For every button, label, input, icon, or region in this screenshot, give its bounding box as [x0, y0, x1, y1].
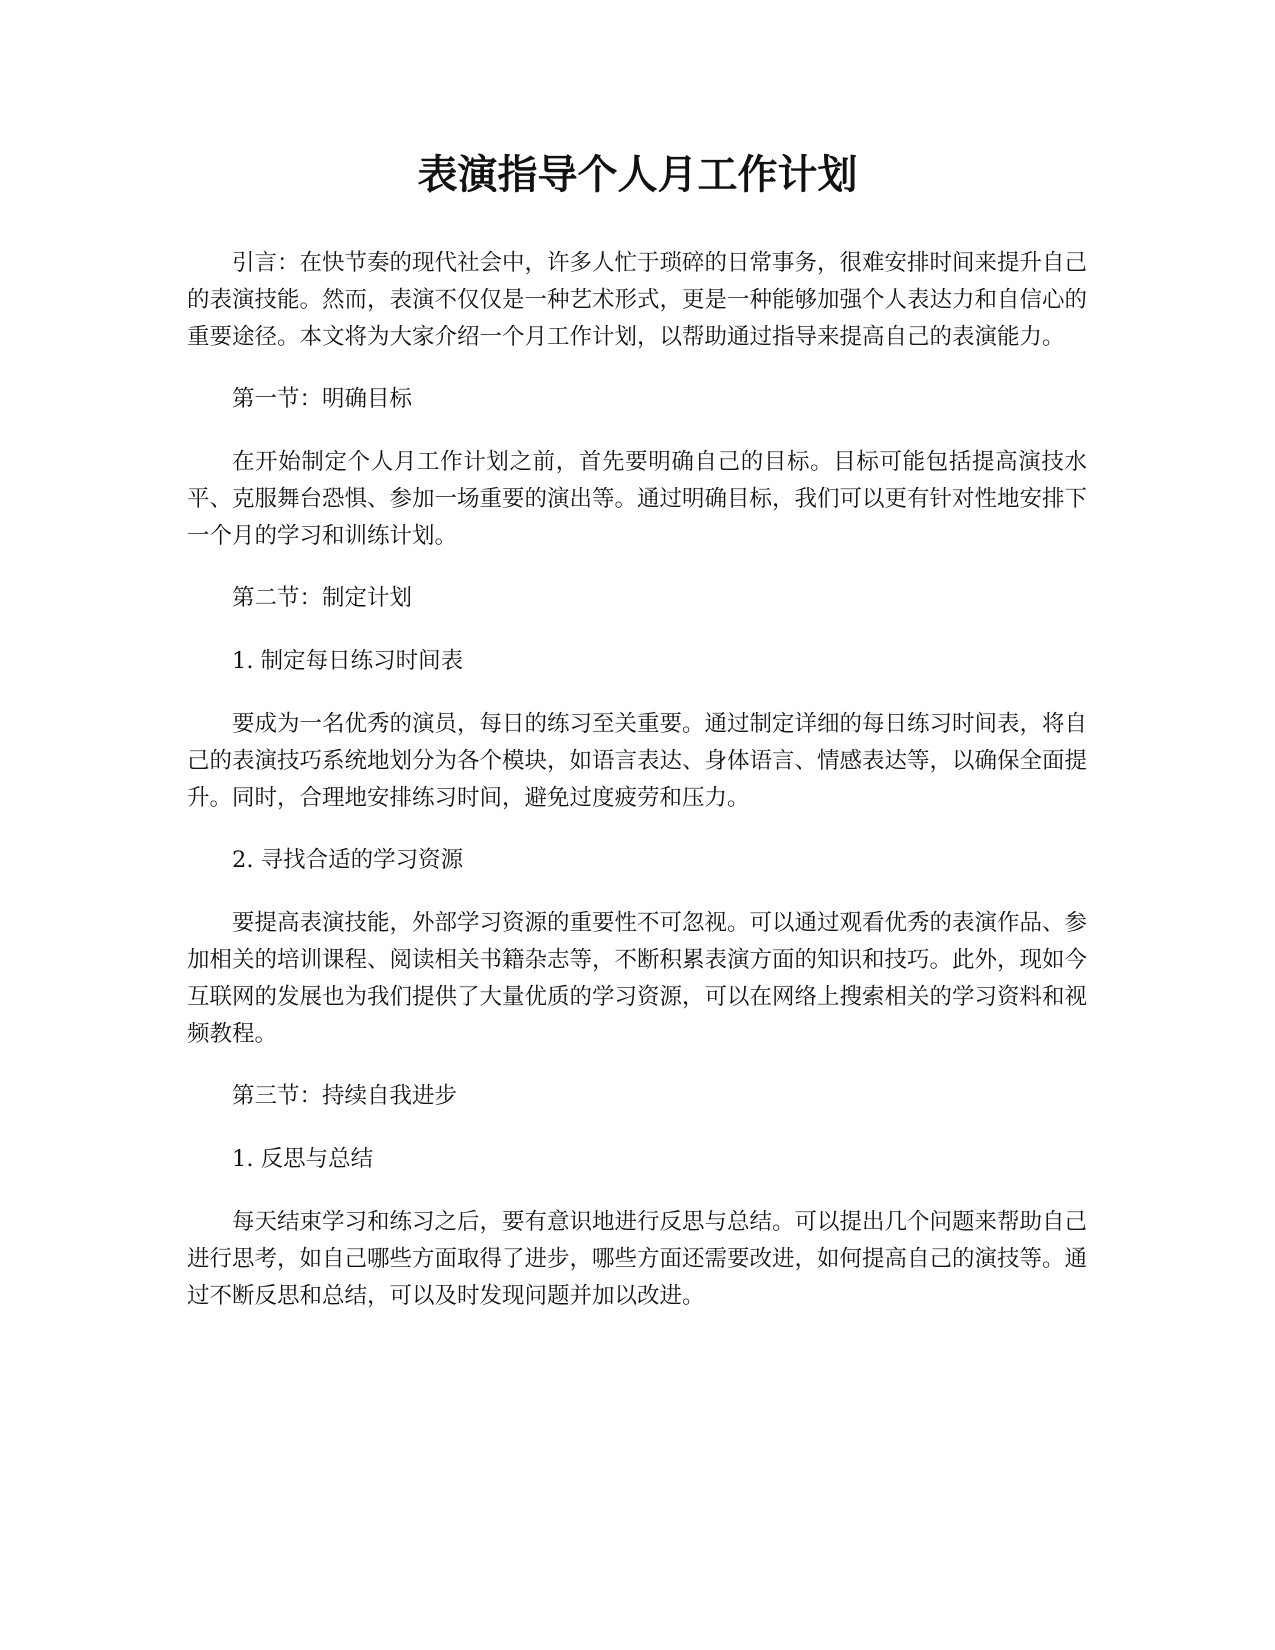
document-body — [187, 245, 1087, 1340]
subsection-2-2-heading: 2. 寻找合适的学习资源 — [232, 847, 464, 873]
section-2-heading: 第二节：制定计划 — [232, 585, 413, 611]
intro-paragraph: 引言：在快节奏的现代社会中，许多人忙于琐碎的日常事务，很难安排时间来提升自己的表演技能。然而，表演不仅仅是一种艺术形式，更是一种能够加强个人表达力和自信心的重要途径。本文将为大家介绍一个月工作计划，以帮助通过指导来提高自己的表演能力。 — [187, 250, 1088, 350]
document-title: 表演指导个人月工作计划 — [417, 152, 858, 198]
subsection-2-1-paragraph: 要成为一名优秀的演员，每日的练习至关重要。通过制定详细的每日练习时间表，将自己的表演技巧系统地划分为各个模块，如语言表达、身体语言、情感表达等，以确保全面提升。同时，合理地安排练习时间，避免过度疲劳和压力。 — [187, 711, 1088, 811]
subsection-3-1-heading: 1. 反思与总结 — [232, 1146, 374, 1172]
section-1-heading: 第一节：明确目标 — [232, 386, 413, 412]
section-1-paragraph: 在开始制定个人月工作计划之前，首先要明确自己的目标。目标可能包括提高演技水平、克服舞台恐惧、参加一场重要的演出等。通过明确目标，我们可以更有针对性地安排下一个月的学习和训练计划。 — [187, 449, 1088, 549]
subsection-3-1-paragraph: 每天结束学习和练习之后，要有意识地进行反思与总结。可以提出几个问题来帮助自己进行思考，如自己哪些方面取得了进步，哪些方面还需要改进，如何提高自己的演技等。通过不断反思和总结，可以及时发现问题并加以改进。 — [187, 1209, 1088, 1309]
section-3-heading: 第三节：持续自我进步 — [232, 1083, 458, 1109]
subsection-2-2-paragraph: 要提高表演技能，外部学习资源的重要性不可忽视。可以通过观看优秀的表演作品、参加相关的培训课程、阅读相关书籍杂志等，不断积累表演方面的知识和技巧。此外，现如今互联网的发展也为我们提供了大量优质的学习资源，可以在网络上搜索相关的学习资料和视频教程。 — [187, 910, 1088, 1047]
subsection-2-1-heading: 1. 制定每日练习时间表 — [232, 648, 464, 674]
